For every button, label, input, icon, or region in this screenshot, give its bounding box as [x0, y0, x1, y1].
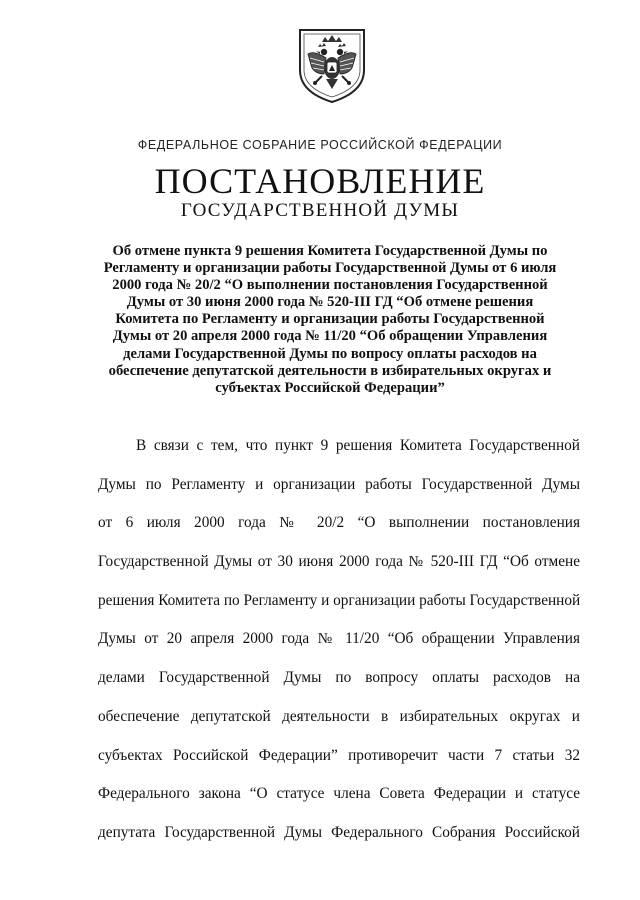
document-title — [90, 243, 570, 397]
title-line: Думы от 30 июня 2000 года № 520-III ГД “Об отмене решения — [126, 294, 534, 311]
body-line: депутата Государственной Думы Федерального Собрания Российской — [98, 823, 580, 841]
body-line: В связи с тем, что пункт 9 решения Комитета Государственной — [136, 437, 580, 454]
body-line: от 6 июля 2000 года № 20/2 “О выполнении постановления — [98, 514, 580, 532]
title-line: 2000 года № 20/2 “О выполнении постановления Государственной — [112, 277, 548, 294]
body-line: решения Комитета по Регламенту и организации работы Государственной — [98, 591, 581, 609]
title-line: Об отмене пункта 9 решения Комитета Государственной Думы по — [112, 243, 548, 259]
organization-name: ФЕДЕРАЛЬНОЕ СОБРАНИЕ РОССИЙСКОЙ ФЕДЕРАЦИИ — [137, 138, 503, 152]
body-line: Федерального закона “О статусе члена Совета Федерации и статусе — [98, 785, 580, 803]
body-line: Думы по Регламенту и организации работы Государственной Думы — [98, 475, 580, 493]
body-line: Государственной Думы от 30 июня 2000 года № 520-III ГД “Об отмене — [98, 553, 580, 571]
title-line: обеспечение депутатской деятельности в избирательных округах и — [108, 362, 552, 379]
body-line: обеспечение депутатской деятельности в избирательных округах и — [98, 707, 580, 725]
body-line: делами Государственной Думы по вопросу оплаты расходов на — [98, 669, 580, 687]
title-line: Думы от 20 апреля 2000 года № 11/20 “Об обращении Управления — [112, 328, 548, 345]
coat-of-arms-emblem — [296, 24, 368, 106]
title-line: делами Государственной Думы по вопросу оплаты расходов на — [123, 345, 537, 362]
document-type: ПОСТАНОВЛЕНИЕ — [154, 161, 486, 201]
body-text — [98, 432, 580, 858]
document-issuer: ГОСУДАРСТВЕННОЙ ДУМЫ — [180, 200, 460, 221]
title-line: Регламенту и организации работы Государственной Думы от 6 июля — [103, 260, 557, 277]
body-line: субъектах Российской Федерации” противоречит части 7 статьи 32 — [98, 746, 580, 764]
body-line: Думы от 20 апреля 2000 года № 11/20 “Об обращении Управления — [98, 630, 580, 648]
title-line: субъектах Российской Федерации” — [215, 379, 445, 396]
title-line: Комитета по Регламенту и организации работы Государственной — [115, 311, 545, 328]
